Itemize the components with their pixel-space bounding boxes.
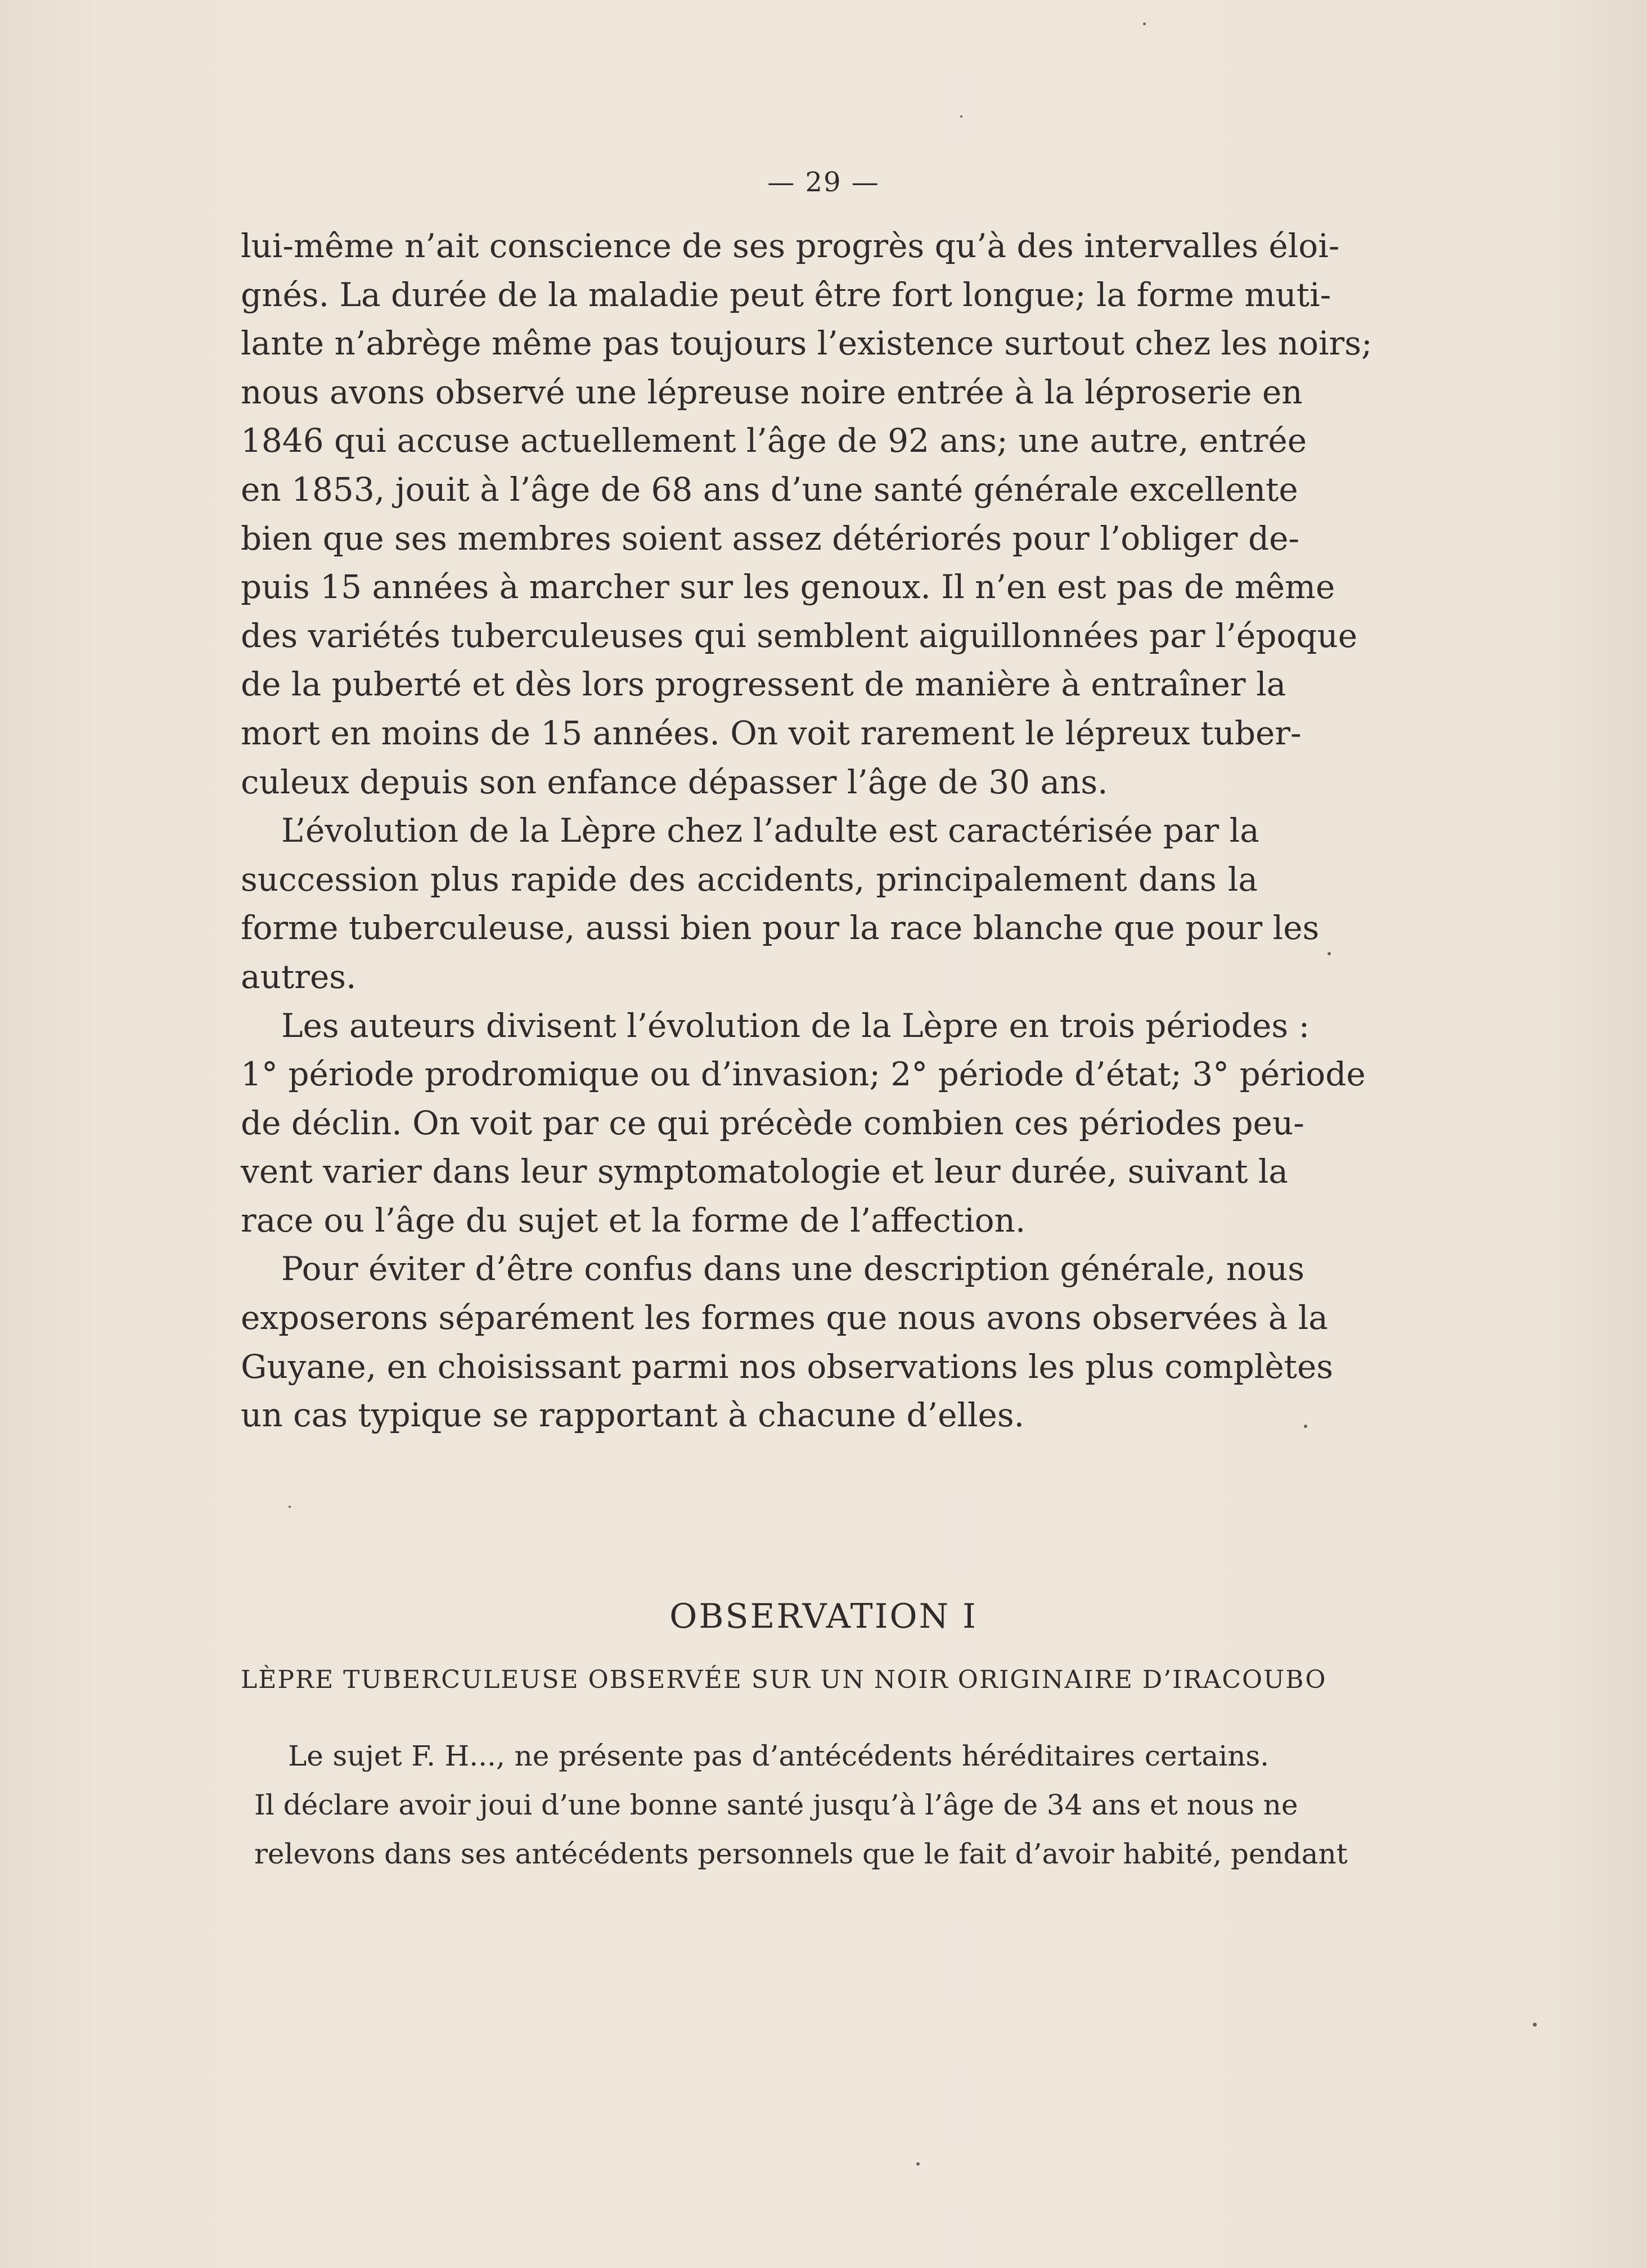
paragraph bbox=[241, 806, 1320, 1001]
text-line: autres. bbox=[241, 957, 357, 996]
paper-speck bbox=[1533, 2023, 1537, 2027]
text-line: 1° période prodromique ou d’invasion; 2° période d’état; 3° période bbox=[241, 1055, 1366, 1094]
text-line: forme tuberculeuse, aussi bien pour la race blanche que pour les bbox=[241, 909, 1320, 947]
main-text bbox=[241, 222, 1372, 1440]
text-line: Le sujet F. H..., ne présente pas d’antécédents héréditaires certains. bbox=[288, 1740, 1269, 1772]
text-line: Il déclare avoir joui d’une bonne santé jusqu’à l’âge de 34 ans et nous ne bbox=[254, 1789, 1298, 1821]
text-line: L’évolution de la Lèpre chez l’adulte est caractérisée par la bbox=[281, 811, 1259, 850]
text-line: gnés. La durée de la maladie peut être fort longue; la forme muti- bbox=[241, 275, 1331, 314]
text-line: en 1853, jouit à l’âge de 68 ans d’une santé générale excellente bbox=[241, 470, 1298, 509]
text-line: vent varier dans leur symptomatologie et leur durée, suivant la bbox=[241, 1152, 1288, 1191]
text-line: Pour éviter d’être confus dans une description générale, nous bbox=[281, 1250, 1304, 1288]
observation-text bbox=[254, 1732, 1348, 1879]
text-line: bien que ses membres soient assez détériorés pour l’obliger de- bbox=[241, 519, 1299, 558]
paper-speck bbox=[289, 1506, 291, 1508]
text-line: succession plus rapide des accidents, principalement dans la bbox=[241, 860, 1258, 899]
text-line: culeux depuis son enfance dépasser l’âge de 30 ans. bbox=[241, 762, 1108, 801]
text-line: des variétés tuberculeuses qui semblent aiguillonnées par l’époque bbox=[241, 616, 1358, 655]
paper-speck bbox=[1304, 1425, 1307, 1428]
text-line: de la puberté et dès lors progressent de manière à entraîner la bbox=[241, 665, 1286, 704]
paper-speck bbox=[1328, 952, 1331, 955]
text-line: nous avons observé une lépreuse noire entrée à la léproserie en bbox=[241, 372, 1303, 411]
page-number: — 29 — bbox=[767, 167, 880, 198]
text-line: relevons dans ses antécédents personnels que le fait d’avoir habité, pendant bbox=[254, 1838, 1348, 1870]
text-line: Guyane, en choisissant parmi nos observations les plus complètes bbox=[241, 1347, 1334, 1386]
paragraph bbox=[241, 222, 1372, 806]
paper-speck bbox=[960, 115, 962, 118]
text-line: lante n’abrège même pas toujours l’existence surtout chez les noirs; bbox=[241, 324, 1372, 363]
observation-subtitle: LÈPRE TUBERCULEUSE OBSERVÉE SUR UN NOIR ORIGINAIRE D’IRACOUBO bbox=[241, 1665, 1327, 1694]
text-line: exposerons séparément les formes que nous avons observées à la bbox=[241, 1299, 1328, 1337]
observation-title: OBSERVATION I bbox=[669, 1597, 978, 1636]
text-line: de déclin. On voit par ce qui précède combien ces périodes peu- bbox=[241, 1103, 1304, 1142]
text-line: Les auteurs divisent l’évolution de la Lèpre en trois périodes : bbox=[281, 1006, 1310, 1045]
paper-speck bbox=[1143, 23, 1146, 25]
text-line: lui-même n’ait conscience de ses progrès qu’à des intervalles éloi- bbox=[241, 227, 1340, 265]
paragraph bbox=[241, 1245, 1334, 1439]
text-line: mort en moins de 15 années. On voit rarement le lépreux tuber- bbox=[241, 713, 1302, 752]
text-line: un cas typique se rapportant à chacune d’elles. bbox=[241, 1396, 1025, 1435]
paragraph bbox=[241, 1001, 1366, 1245]
paper-speck bbox=[916, 2162, 920, 2166]
text-line: race ou l’âge du sujet et la forme de l’affection. bbox=[241, 1201, 1026, 1239]
text-line: 1846 qui accuse actuellement l’âge de 92 ans; une autre, entrée bbox=[241, 421, 1307, 460]
text-line: puis 15 années à marcher sur les genoux. Il n’en est pas de même bbox=[241, 568, 1335, 607]
